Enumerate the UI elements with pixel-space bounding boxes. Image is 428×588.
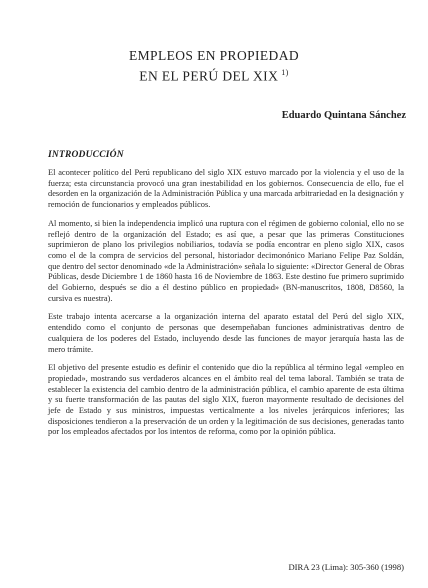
title-line-2: EN EL PERÚ DEL XIX $^{1)}$: [139, 68, 289, 84]
body-text: [48, 168, 404, 446]
section-heading: INTRODUCCIÓN: [48, 150, 124, 160]
title-footnote-marker: 1): [281, 68, 289, 77]
paragraph: El acontecer político del Perú republicano del siglo XIX estuvo marcado por la violencia y el uso de la fuerza; esta circunstancia provocó una gran inestabilidad en los gobiernos. Consecuencia de ello, fue el desorden en la organización de la Administración Pública y una marcada arbitrariedad en la designación y remoción de funcionarios y empleados públicos.: [48, 168, 404, 210]
paragraph: Al momento, si bien la independencia implicó una ruptura con el régimen de gobierno colonial, ello no se reflejó dentro de la organización del Estado; es así que, a pesar que las primeras Constituciones suprimieron de plano los privilegios nobiliarios, todavía se podía encontrar en pleno siglo XIX, casos como el de la compra de servicios del personal, historiador decimonónico Mariano Felipe Paz Soldán, que dentro del sector denominado «de la Administración» señala lo siguiente: «Director General de Obras Públicas, desde Diciembre 1 de 1860 hasta 16 de Noviembre de 1863. Este destino fue primero suprimido del Gobierno, después se dio a él destino público en propiedad» (BN-manuscritos, 1808, D8560, la cursiva es nuestra).: [48, 218, 404, 303]
citation-footer: DIRA 23 (Lima): 305-360 (1998): [288, 562, 404, 572]
paragraph: El objetivo del presente estudio es definir el contenido que dio la república al término legal «empleo en propiedad», mostrando sus verdaderos alcances en el ámbito real del tema laboral. También se trata de establecer la existencia del cambio dentro de la administración pública, el cambio aparente de esta última y su fuerte transformación de las pautas del siglo XIX, fueron mayormente resultado de decisiones del jefe de Estado y sus ministros, impuestas verticalmente a los niveles jerárquicos inferiores; las disposiciones tendieron a la preservación de un orden y la legitimación de sus decisiones, generadas tanto por los empleados afectados por los intentos de reforma, como por la opinión pública.: [48, 363, 404, 437]
author-name: Eduardo Quintana Sánchez: [281, 110, 406, 121]
paragraph: Este trabajo intenta acercarse a la organización interna del aparato estatal del Perú del siglo XIX, entendido como el conjunto de personas que desempeñaban funciones administrativas dentro de cualquiera de los poderes del Estado, incluyendo desde las funciones de mayor jerarquía hasta las de mero trámite.: [48, 312, 404, 354]
document-title: [0, 47, 428, 85]
title-line-1: EMPLEOS EN PROPIEDAD: [128, 48, 299, 63]
